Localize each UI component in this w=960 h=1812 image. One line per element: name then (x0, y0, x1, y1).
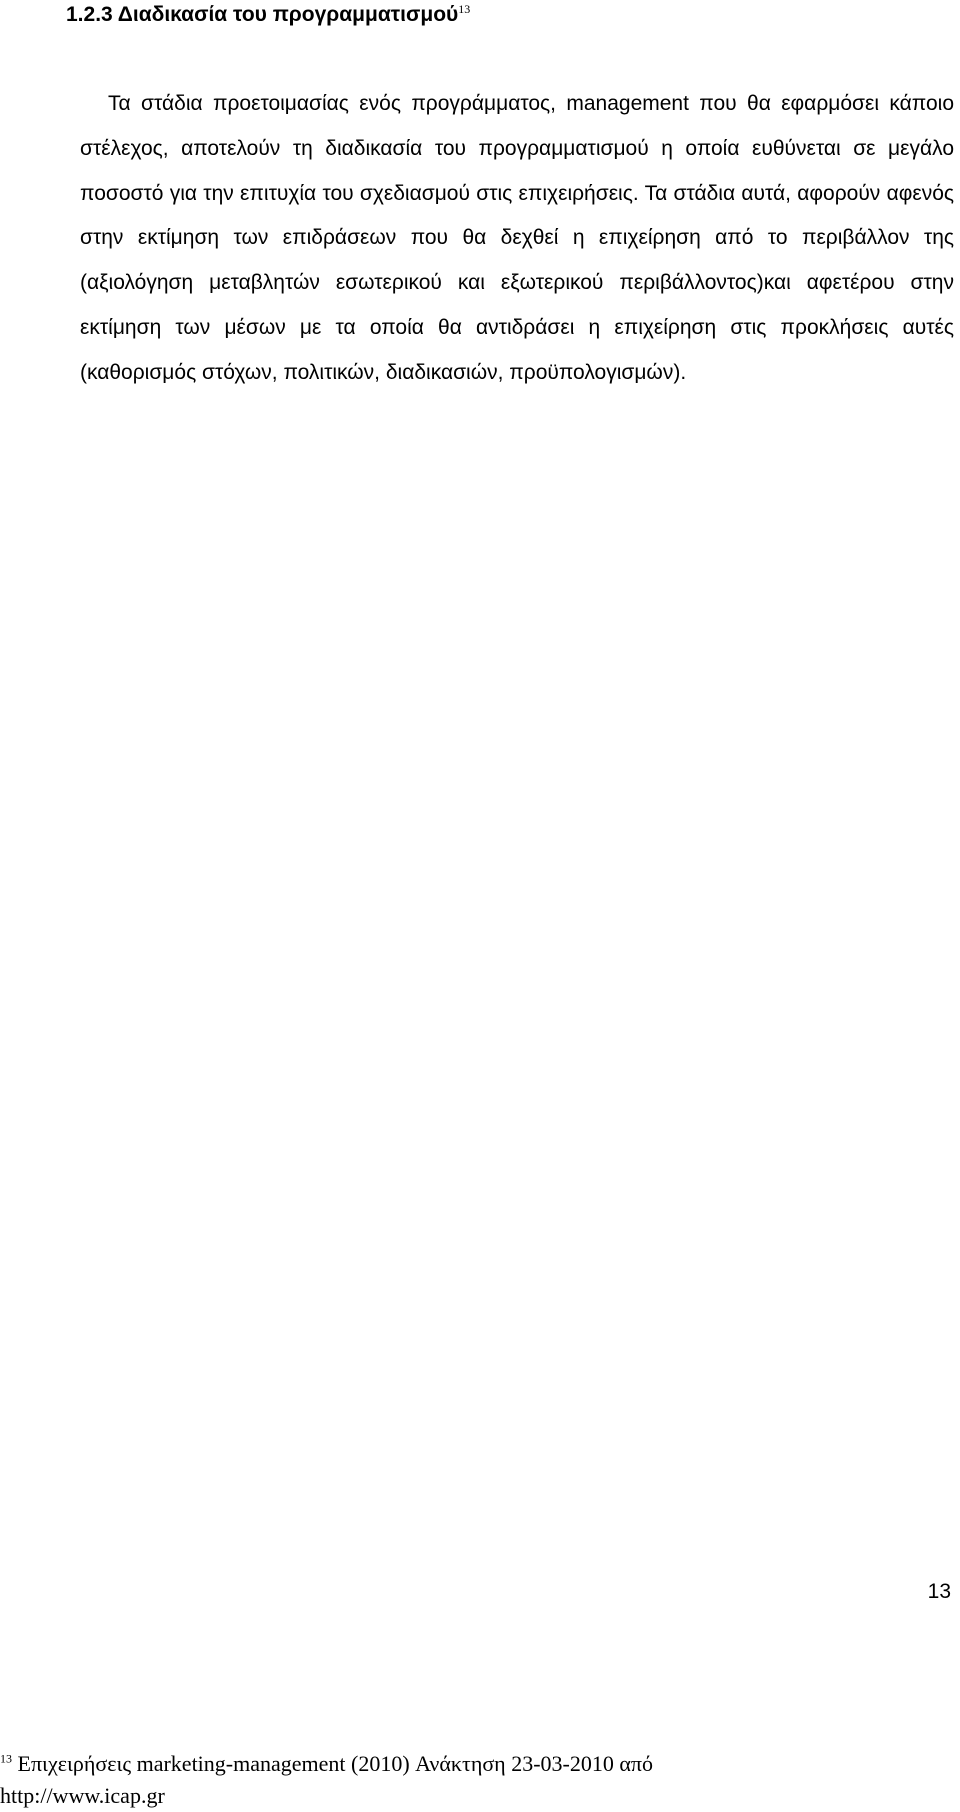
footnote (0, 1748, 653, 1812)
footnote-reference[interactable]: 13 (458, 2, 471, 16)
section-heading (66, 0, 470, 30)
page-number: 13 (927, 1580, 951, 1603)
section-heading-text: 1.2.3 Διαδικασία του προγραμματισμού (66, 3, 459, 26)
footnote-link[interactable]: http://www.icap.gr (0, 1783, 165, 1808)
footnote-mark: 13 (0, 1751, 12, 1766)
footnote-text: Επιχειρήσεις marketing-management (2010) Ανάκτηση 23-03-2010 από (12, 1751, 653, 1776)
body-paragraph: Τα στάδια προετοιμασίας ενός προγράμματος, management που θα εφαρμόσει κάποιο στέλεχος, αποτελούν τη διαδικασία του προγραμματισμού η οποία ευθύνεται σε μεγάλο ποσοστό για την επιτυχία του σχεδιασμού στις επιχειρήσεις. Τα στάδια αυτά, αφορούν αφενός στην εκτίμηση των επιδράσεων που θα δεχθεί η επιχείρηση από το περιβάλλον της (αξιολόγηση μεταβλητών εσωτερικού και εξωτερικού περιβάλλοντος)και αφετέρου στην εκτίμηση των μέσων με τα οποία θα αντιδράσει η επιχείρηση στις προκλήσεις αυτές (καθορισμός στόχων, πολιτικών, διαδικασιών, προϋπολογισμών). (80, 92, 954, 384)
